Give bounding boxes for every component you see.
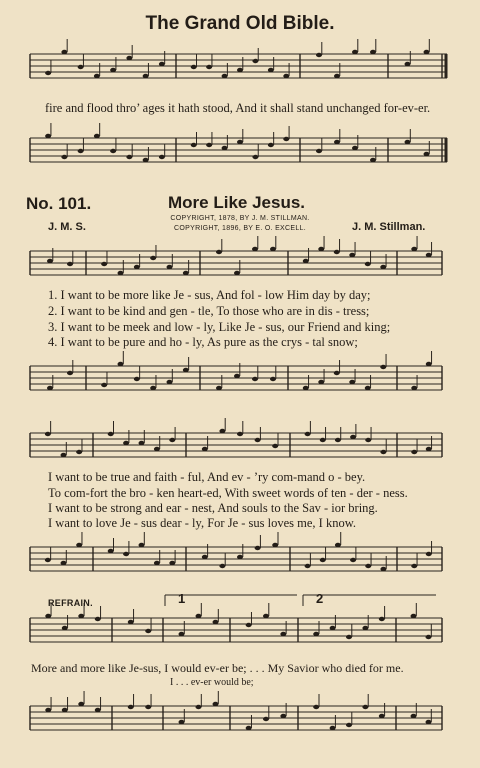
note-head bbox=[352, 50, 358, 54]
verse-4-line-b: I want to love Je - sus dear - ly, For Je - sus loves me, I know. bbox=[48, 516, 357, 530]
note-head bbox=[61, 155, 67, 159]
note-head bbox=[67, 371, 73, 375]
note-head bbox=[134, 265, 140, 269]
note-head bbox=[365, 262, 371, 266]
note-head bbox=[45, 432, 51, 436]
note-head bbox=[380, 567, 386, 571]
note-head bbox=[123, 552, 129, 556]
note-head bbox=[126, 56, 132, 60]
music-staff bbox=[0, 700, 480, 740]
note-head bbox=[237, 68, 243, 72]
note-head bbox=[318, 380, 324, 384]
note-head bbox=[45, 614, 51, 618]
note-head bbox=[335, 438, 341, 442]
second-ending-number: 2 bbox=[316, 591, 324, 606]
note-head bbox=[47, 386, 53, 390]
copyright-line-2: COPYRIGHT, 1896, BY E. O. EXCELL. bbox=[174, 225, 306, 232]
note-head bbox=[143, 74, 149, 78]
note-head bbox=[78, 65, 84, 69]
note-head bbox=[370, 50, 376, 54]
music-staff bbox=[0, 48, 480, 88]
note-head bbox=[191, 143, 197, 147]
note-head bbox=[426, 635, 432, 639]
note-head bbox=[426, 253, 432, 257]
note-head bbox=[128, 705, 134, 709]
note-head bbox=[143, 158, 149, 162]
note-head bbox=[110, 68, 116, 72]
note-head bbox=[272, 543, 278, 547]
note-head bbox=[76, 450, 82, 454]
note-head bbox=[318, 247, 324, 251]
previous-hymn-title: The Grand Old Bible. bbox=[145, 13, 335, 34]
note-head bbox=[108, 432, 114, 436]
note-head bbox=[139, 441, 145, 445]
note-head bbox=[380, 450, 386, 454]
note-head bbox=[62, 626, 68, 630]
note-head bbox=[426, 362, 432, 366]
note-head bbox=[411, 450, 417, 454]
ending-brackets bbox=[0, 590, 480, 610]
note-head bbox=[179, 632, 185, 636]
verse-2-line-a: 2. I want to be kind and gen - tle, To those who are in dis - tress; bbox=[48, 304, 370, 318]
note-head bbox=[424, 152, 430, 156]
note-head bbox=[365, 386, 371, 390]
note-head bbox=[426, 720, 432, 724]
note-head bbox=[219, 429, 225, 433]
note-head bbox=[150, 256, 156, 260]
note-head bbox=[101, 262, 107, 266]
note-head bbox=[222, 146, 228, 150]
note-head bbox=[118, 362, 124, 366]
note-head bbox=[196, 614, 202, 618]
note-head bbox=[78, 149, 84, 153]
verse-3-line-a: 3. I want to be meek and low - ly, Like Je - sus, our Friend and king; bbox=[48, 320, 391, 334]
refrain-label: REFRAIN. bbox=[48, 598, 93, 608]
note-head bbox=[169, 438, 175, 442]
note-head bbox=[167, 265, 173, 269]
note-head bbox=[123, 441, 129, 445]
note-head bbox=[411, 714, 417, 718]
music-staff bbox=[0, 132, 480, 172]
note-head bbox=[237, 140, 243, 144]
note-head bbox=[216, 250, 222, 254]
note-head bbox=[159, 62, 165, 66]
note-head bbox=[346, 635, 352, 639]
note-head bbox=[108, 549, 114, 553]
note-head bbox=[405, 62, 411, 66]
note-head bbox=[61, 50, 67, 54]
verse-2-line-b: To com-fort the bro - ken heart-ed, With sweet words of ten - der - ness. bbox=[48, 486, 408, 500]
note-head bbox=[234, 374, 240, 378]
note-head bbox=[320, 558, 326, 562]
note-head bbox=[349, 253, 355, 257]
note-head bbox=[303, 386, 309, 390]
note-head bbox=[237, 555, 243, 559]
note-head bbox=[380, 365, 386, 369]
note-head bbox=[334, 250, 340, 254]
note-head bbox=[202, 447, 208, 451]
note-head bbox=[61, 453, 67, 457]
note-head bbox=[191, 65, 197, 69]
note-head bbox=[379, 617, 385, 621]
note-head bbox=[313, 632, 319, 636]
note-head bbox=[313, 705, 319, 709]
refrain-lyric: More and more like Je-sus, I would ev-er be; . . . My Savior who died for me. bbox=[31, 661, 404, 675]
note-head bbox=[316, 53, 322, 57]
music-staff bbox=[0, 245, 480, 285]
note-head bbox=[61, 561, 67, 565]
verse-4-line-a: 4. I want to be pure and ho - ly, As pure as the crys - tal snow; bbox=[48, 335, 358, 349]
note-head bbox=[426, 552, 432, 556]
note-head bbox=[206, 143, 212, 147]
note-head bbox=[316, 149, 322, 153]
note-head bbox=[270, 247, 276, 251]
note-head bbox=[379, 714, 385, 718]
copyright-line-1: COPYRIGHT, 1878, BY J. M. STILLMAN. bbox=[170, 215, 310, 222]
note-head bbox=[405, 140, 411, 144]
verse-1-line-b: I want to be true and faith - ful, And ev - ’ry com-mand o - bey. bbox=[48, 470, 366, 484]
note-head bbox=[159, 155, 165, 159]
note-head bbox=[411, 564, 417, 568]
music-staff bbox=[0, 360, 480, 400]
note-head bbox=[95, 617, 101, 621]
note-head bbox=[110, 149, 116, 153]
note-head bbox=[283, 74, 289, 78]
note-head bbox=[213, 702, 219, 706]
note-head bbox=[95, 708, 101, 712]
note-head bbox=[45, 134, 51, 138]
previous-hymn-lyric: fire and flood thro’ ages it hath stood, And it shall stand unchanged for-ev-er. bbox=[45, 101, 431, 115]
note-head bbox=[320, 438, 326, 442]
note-head bbox=[78, 614, 84, 618]
note-head bbox=[370, 158, 376, 162]
note-head bbox=[222, 74, 228, 78]
note-head bbox=[268, 68, 274, 72]
note-head bbox=[411, 614, 417, 618]
note-head bbox=[145, 705, 151, 709]
note-head bbox=[380, 265, 386, 269]
note-head bbox=[183, 271, 189, 275]
note-head bbox=[263, 614, 269, 618]
note-head bbox=[411, 247, 417, 251]
note-head bbox=[252, 377, 258, 381]
music-staff bbox=[0, 427, 480, 467]
refrain-echo-lyric: I . . . ev-er would be; bbox=[170, 677, 254, 688]
note-head bbox=[330, 626, 336, 630]
note-head bbox=[263, 717, 269, 721]
note-head bbox=[237, 432, 243, 436]
note-head bbox=[365, 438, 371, 442]
note-head bbox=[255, 546, 261, 550]
note-head bbox=[426, 447, 432, 451]
note-head bbox=[252, 155, 258, 159]
note-head bbox=[150, 386, 156, 390]
note-head bbox=[76, 543, 82, 547]
verse-1-line-a: 1. I want to be more like Je - sus, And fol - low Him day by day; bbox=[48, 288, 371, 302]
note-head bbox=[202, 555, 208, 559]
note-head bbox=[67, 262, 73, 266]
note-head bbox=[206, 65, 212, 69]
note-head bbox=[252, 247, 258, 251]
note-head bbox=[280, 632, 286, 636]
note-head bbox=[334, 140, 340, 144]
note-head bbox=[134, 377, 140, 381]
note-head bbox=[139, 543, 145, 547]
note-head bbox=[101, 383, 107, 387]
verse-3-line-b: I want to be strong and ear - nest, And souls to the Sav - ior bring. bbox=[48, 501, 378, 515]
note-head bbox=[268, 143, 274, 147]
note-head bbox=[45, 708, 51, 712]
note-head bbox=[145, 629, 151, 633]
note-head bbox=[183, 368, 189, 372]
note-head bbox=[362, 705, 368, 709]
note-head bbox=[280, 714, 286, 718]
note-head bbox=[128, 620, 134, 624]
note-head bbox=[346, 723, 352, 727]
note-head bbox=[349, 380, 355, 384]
note-head bbox=[154, 561, 160, 565]
note-head bbox=[424, 50, 430, 54]
note-head bbox=[45, 558, 51, 562]
note-head bbox=[350, 435, 356, 439]
hymn-number: No. 101. bbox=[26, 194, 92, 213]
note-head bbox=[196, 705, 202, 709]
note-head bbox=[334, 371, 340, 375]
note-head bbox=[167, 380, 173, 384]
note-head bbox=[335, 543, 341, 547]
note-head bbox=[270, 377, 276, 381]
composer-credit: J. M. Stillman. bbox=[352, 221, 426, 233]
note-head bbox=[179, 720, 185, 724]
note-head bbox=[334, 74, 340, 78]
note-head bbox=[411, 386, 417, 390]
note-head bbox=[78, 702, 84, 706]
hymn-title: More Like Jesus. bbox=[168, 193, 306, 212]
note-head bbox=[45, 71, 51, 75]
note-head bbox=[213, 620, 219, 624]
note-head bbox=[362, 626, 368, 630]
note-head bbox=[305, 564, 311, 568]
note-head bbox=[169, 561, 175, 565]
note-head bbox=[305, 432, 311, 436]
note-head bbox=[94, 134, 100, 138]
music-staff bbox=[0, 612, 480, 652]
lyricist-credit: J. M. S. bbox=[48, 221, 86, 233]
note-head bbox=[154, 447, 160, 451]
note-head bbox=[330, 726, 336, 730]
note-head bbox=[350, 558, 356, 562]
note-head bbox=[47, 259, 53, 263]
music-staff bbox=[0, 541, 480, 581]
note-head bbox=[303, 259, 309, 263]
note-head bbox=[62, 708, 68, 712]
first-ending-number: 1 bbox=[178, 591, 186, 606]
note-head bbox=[234, 271, 240, 275]
note-head bbox=[94, 74, 100, 78]
note-head bbox=[365, 564, 371, 568]
note-head bbox=[216, 386, 222, 390]
note-head bbox=[246, 623, 252, 627]
note-head bbox=[219, 564, 225, 568]
note-head bbox=[252, 59, 258, 63]
note-head bbox=[255, 438, 261, 442]
note-head bbox=[246, 726, 252, 730]
note-head bbox=[118, 271, 124, 275]
note-head bbox=[283, 137, 289, 141]
note-head bbox=[352, 146, 358, 150]
note-head bbox=[272, 444, 278, 448]
note-head bbox=[126, 155, 132, 159]
